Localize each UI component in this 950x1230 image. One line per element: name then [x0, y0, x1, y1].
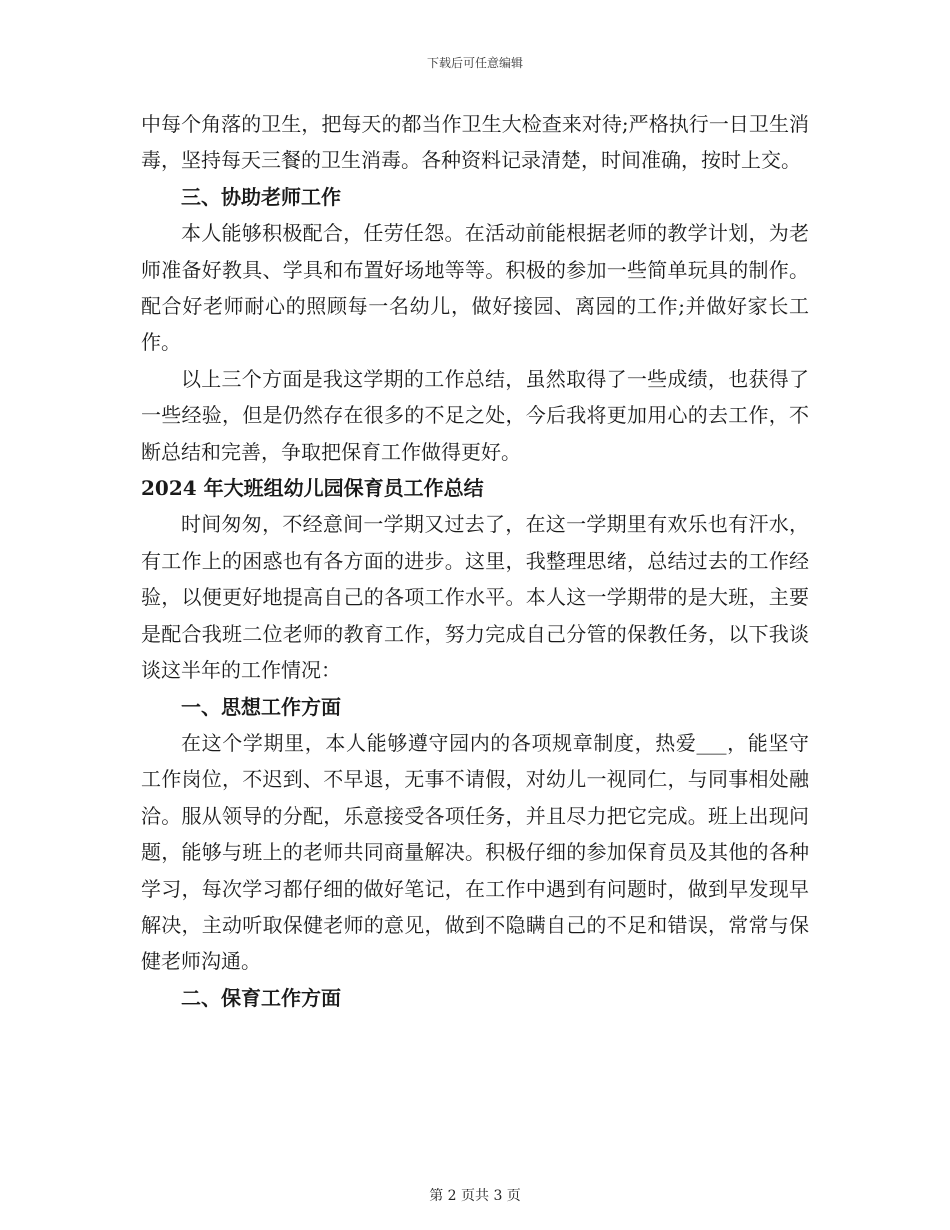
- paragraph-ideology: 在这个学期里，本人能够遵守园内的各项规章制度，热爱___，能坚守工作岗位，不迟到、不早退，无事不请假，对幼儿一视同仁，与同事相处融洽。服从领导的分配，乐意接受各项任务，并且尽力把它完成。班上出现问题，能够与班上的老师共同商量解决。积极仔细的参加保育员及其他的各种学习，每次学习都仔细的做好笔记，在工作中遇到有问题时，做到早发现早解决，主动听取保健老师的意见，做到不隐瞒自己的不足和错误，常常与保健老师沟通。: [141, 730, 809, 974]
- paragraph-assist-teacher: 本人能够积极配合，任劳任怨。在活动前能根据老师的教学计划，为老师准备好教具、学具和布置好场地等等。积极的参加一些简单玩具的制作。配合好老师耐心的照顾每一名幼儿，做好接园、离园的工作;并做好家长工作。: [141, 221, 809, 355]
- document-body: [141, 106, 809, 1016]
- paragraph-conclusion: 以上三个方面是我这学期的工作总结，虽然取得了一些成绩，也获得了一些经验，但是仍然存在很多的不足之处，今后我将更加用心的去工作，不断总结和完善，争取把保育工作做得更好。: [141, 366, 809, 464]
- page-header: 下载后可任意编辑: [426, 56, 523, 70]
- document-title: 2024 年大班组幼儿园保育员工作总结: [141, 476, 484, 501]
- paragraph-hygiene-continued: 中每个角落的卫生，把每天的都当作卫生大检查来对待;严格执行一日卫生消毒，坚持每天三餐的卫生消毒。各种资料记录清楚，时间准确，按时上交。: [141, 112, 809, 173]
- paragraph-intro: 时间匆匆，不经意间一学期又过去了，在这一学期里有欢乐也有汗水，有工作上的困惑也有各方面的进步。这里，我整理思绪，总结过去的工作经验，以便更好地提高自己的各项工作水平。本人这一学期带的是大班，主要是配合我班二位老师的教育工作，努力完成自己分管的保教任务，以下我谈谈这半年的工作情况：: [141, 512, 809, 683]
- section-heading-ideology: 一、思想工作方面: [181, 694, 341, 719]
- section-heading-assist-teacher: 三、协助老师工作: [181, 184, 341, 209]
- page-footer: 第 2 页共 3 页: [429, 1188, 521, 1204]
- section-heading-childcare: 二、保育工作方面: [181, 985, 341, 1010]
